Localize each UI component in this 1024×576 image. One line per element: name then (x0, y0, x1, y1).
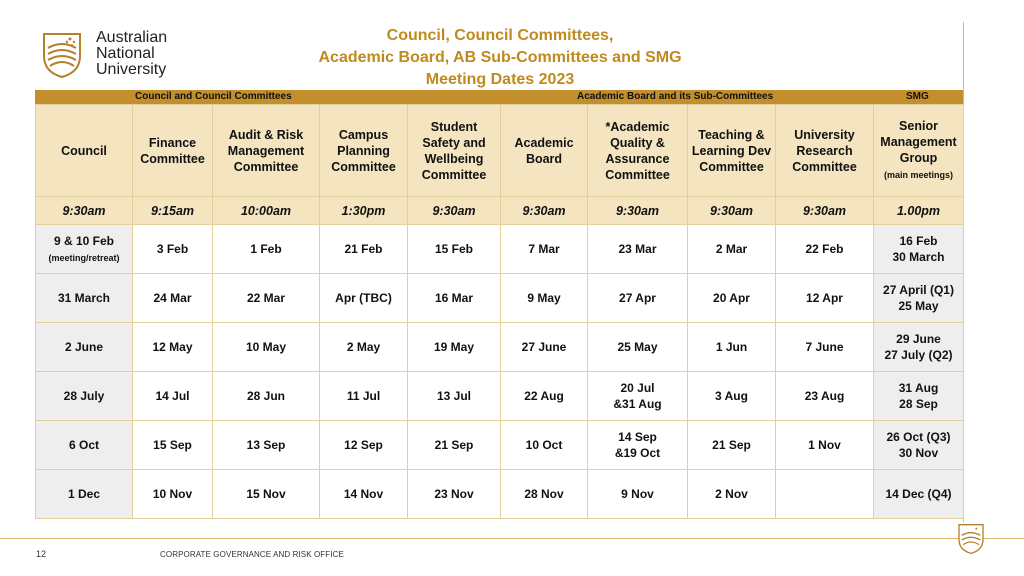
date-cell (501, 470, 588, 519)
anu-logo (40, 30, 200, 86)
date-value: 1 Jun (715, 340, 748, 354)
column-header (776, 105, 874, 197)
date-value: 19 May (433, 340, 475, 354)
column-header (874, 105, 964, 197)
date-cell (501, 225, 588, 274)
date-cell (213, 323, 320, 372)
date-cell (408, 470, 501, 519)
date-value: 21 Sep (712, 438, 751, 452)
date-cell (133, 323, 213, 372)
meeting-time: 9:15am (133, 197, 213, 225)
date-cell (588, 274, 688, 323)
meeting-dates-table (35, 104, 964, 519)
date-value: 22 Mar (246, 291, 286, 305)
anu-crest-icon (40, 30, 84, 78)
date-value: 9 & 10 Feb (53, 234, 115, 248)
date-value: 2 June (64, 340, 103, 354)
date-value: 3 Feb (156, 242, 189, 256)
date-cell (776, 274, 874, 323)
meeting-time: 9:30am (588, 197, 688, 225)
date-cell (36, 274, 133, 323)
date-value: 3 Aug (715, 389, 748, 403)
column-name: Senior Management Group (880, 119, 957, 165)
table-row (36, 470, 964, 519)
date-cell (213, 225, 320, 274)
date-value: 13 Jul (436, 389, 472, 403)
date-value: 15 Feb (434, 242, 473, 256)
date-value: 15 Nov (246, 487, 286, 501)
column-header (36, 105, 133, 197)
date-cell (320, 274, 408, 323)
column-header (408, 105, 501, 197)
date-cell (688, 225, 776, 274)
date-cell (874, 274, 964, 323)
column-name: University Research Committee (792, 127, 857, 174)
date-cell (874, 372, 964, 421)
date-value: 15 Sep (153, 438, 192, 452)
date-value: 6 Oct (68, 438, 99, 452)
date-value: 23 Nov (434, 487, 474, 501)
date-cell (688, 372, 776, 421)
date-cell (588, 225, 688, 274)
date-value: 14 Dec (Q4) (885, 487, 952, 501)
date-value: 20 Jul &31 Aug (613, 381, 662, 411)
date-value: 24 Mar (153, 291, 192, 305)
date-cell (408, 225, 501, 274)
date-value: 7 Mar (528, 242, 560, 256)
date-cell (36, 421, 133, 470)
date-value: 28 July (63, 389, 105, 403)
column-header (688, 105, 776, 197)
table-row (36, 421, 964, 470)
column-name: Teaching & Learning Dev Committee (691, 127, 772, 174)
date-cell (874, 225, 964, 274)
date-cell (874, 323, 964, 372)
group-header-band (35, 90, 963, 104)
date-cell (133, 421, 213, 470)
date-cell (501, 372, 588, 421)
date-cell (133, 274, 213, 323)
page-number: 12 (36, 549, 47, 559)
title-line-3: Meeting Dates 2023 (425, 71, 575, 88)
date-value: 11 Jul (346, 389, 381, 403)
column-name: Academic Board (514, 135, 574, 166)
date-cell (688, 421, 776, 470)
page-title (230, 25, 770, 91)
date-cell (501, 323, 588, 372)
date-value: 29 June 27 July (Q2) (884, 332, 953, 362)
date-cell (688, 470, 776, 519)
date-value: 28 Jun (246, 389, 285, 403)
date-value: 22 Aug (524, 389, 564, 403)
time-row (36, 197, 964, 225)
date-value: 9 May (527, 291, 561, 305)
date-value: 12 May (152, 340, 193, 354)
date-value: 7 June (805, 340, 844, 354)
table-row (36, 323, 964, 372)
date-value: 25 May (617, 340, 658, 354)
footer-office: CORPORATE GOVERNANCE AND RISK OFFICE (160, 550, 344, 559)
date-value: 10 Oct (525, 438, 563, 452)
date-value: 27 Apr (619, 291, 656, 305)
title-line-1: Council, Council Committees, (386, 27, 614, 44)
meeting-time: 9:30am (408, 197, 501, 225)
meeting-time: 9:30am (776, 197, 874, 225)
meeting-time: 1:30pm (320, 197, 408, 225)
date-value: 16 Mar (434, 291, 474, 305)
date-cell (408, 274, 501, 323)
date-value: 1 Nov (808, 438, 841, 452)
date-cell (688, 323, 776, 372)
date-value: Apr (TBC) (335, 291, 392, 305)
date-value: 20 Apr (713, 291, 750, 305)
date-cell (588, 421, 688, 470)
meeting-time: 9:30am (688, 197, 776, 225)
date-cell (501, 274, 588, 323)
date-cell (588, 470, 688, 519)
date-value: 1 Feb (250, 242, 282, 256)
council-row-note: (meeting/retreat) (48, 253, 120, 263)
date-cell (776, 225, 874, 274)
date-cell (588, 372, 688, 421)
column-name: Council (61, 143, 107, 158)
date-value: 16 Feb 30 March (892, 234, 945, 264)
date-cell (874, 421, 964, 470)
date-value: 31 Aug 28 Sep (898, 381, 939, 411)
group-smg-label: SMG (906, 91, 929, 102)
date-cell (588, 323, 688, 372)
date-cell (776, 372, 874, 421)
date-value: 26 Oct (Q3) 30 Nov (886, 430, 951, 460)
title-line-2: Academic Board, AB Sub-Committees and SMG (318, 49, 682, 66)
date-cell (36, 225, 133, 274)
date-cell (213, 470, 320, 519)
date-cell (133, 225, 213, 274)
column-name: Audit & Risk Management Committee (227, 127, 305, 174)
date-cell (320, 225, 408, 274)
date-value: 21 Feb (344, 242, 383, 256)
date-value: 9 Nov (621, 487, 654, 501)
date-cell (408, 323, 501, 372)
date-value: 2 Nov (715, 487, 748, 501)
table-row (36, 225, 964, 274)
date-cell (213, 274, 320, 323)
date-value: 14 Nov (343, 487, 384, 501)
date-cell (320, 421, 408, 470)
date-cell (320, 372, 408, 421)
column-header (588, 105, 688, 197)
date-value: 12 Sep (344, 438, 383, 452)
column-name: *Academic Quality & Assurance Committee (605, 119, 670, 182)
date-value: 12 Apr (806, 291, 843, 305)
date-value: 21 Sep (434, 438, 474, 452)
date-cell (320, 470, 408, 519)
date-value: 22 Feb (805, 242, 844, 256)
date-value: 13 Sep (246, 438, 286, 452)
date-cell (320, 323, 408, 372)
date-value: 27 April (Q1) 25 May (883, 283, 954, 313)
group-council-label: Council and Council Committees (135, 91, 292, 102)
meeting-time: 10:00am (213, 197, 320, 225)
date-cell (133, 470, 213, 519)
date-cell (501, 421, 588, 470)
date-value: 10 Nov (152, 487, 193, 501)
date-cell (36, 470, 133, 519)
date-value: 14 Sep &19 Oct (614, 430, 661, 460)
column-header (213, 105, 320, 197)
date-cell (776, 421, 874, 470)
date-cell (776, 323, 874, 372)
logo-text: Australian National University (96, 29, 168, 78)
date-value: 27 June (521, 340, 567, 354)
group-academic-label: Academic Board and its Sub-Committees (577, 91, 774, 102)
footer-divider (0, 538, 1024, 539)
date-value: 31 March (57, 291, 111, 305)
date-cell (688, 274, 776, 323)
date-cell (213, 372, 320, 421)
date-cell (874, 470, 964, 519)
column-header (133, 105, 213, 197)
date-value: 2 Mar (715, 242, 748, 256)
date-cell (408, 421, 501, 470)
date-value: 23 Aug (804, 389, 845, 403)
date-cell (776, 470, 874, 519)
date-cell (36, 323, 133, 372)
date-cell (133, 372, 213, 421)
date-cell (408, 372, 501, 421)
column-note: (main meetings) (883, 170, 953, 180)
meeting-time: 9:30am (501, 197, 588, 225)
column-header (320, 105, 408, 197)
date-value: 14 Jul (155, 389, 190, 403)
date-value: 23 Mar (618, 242, 657, 256)
date-value: 2 May (346, 340, 381, 354)
anu-crest-small-icon (956, 522, 986, 554)
date-value: 28 Nov (524, 487, 564, 501)
column-name: Student Safety and Wellbeing Committee (421, 119, 487, 182)
date-value: 10 May (245, 340, 287, 354)
table-row (36, 372, 964, 421)
table-row (36, 274, 964, 323)
date-cell (36, 372, 133, 421)
header-row (36, 105, 964, 197)
meeting-time: 9:30am (36, 197, 133, 225)
date-value: 1 Dec (67, 487, 101, 501)
column-header (501, 105, 588, 197)
meeting-time: 1.00pm (874, 197, 964, 225)
date-cell (213, 421, 320, 470)
column-name: Finance Committee (140, 135, 205, 166)
column-name: Campus Planning Committee (331, 127, 396, 174)
